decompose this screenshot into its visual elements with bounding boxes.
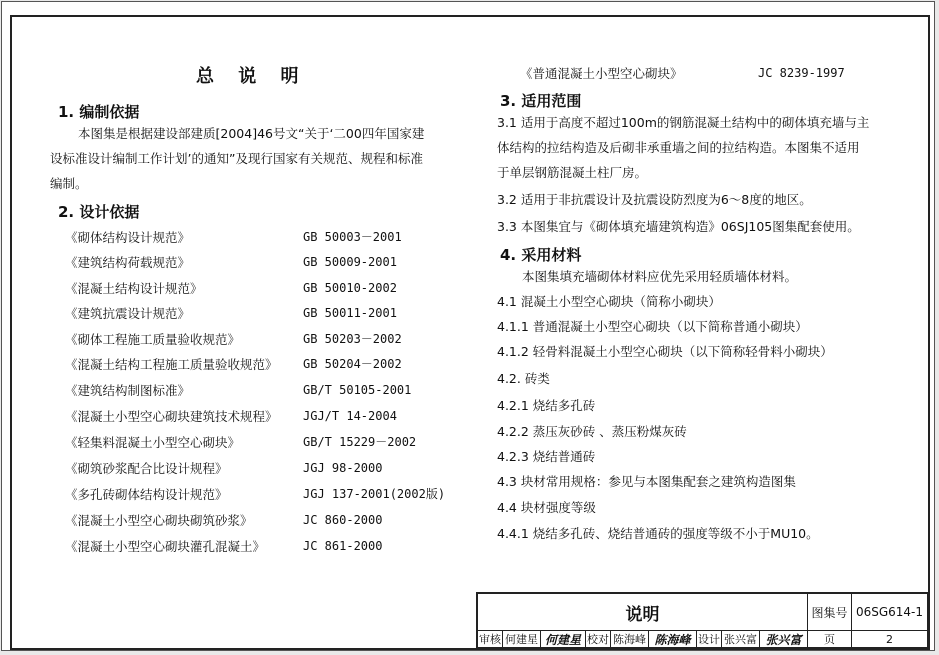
review-label: 审核 (479, 633, 501, 646)
reviewer-signature: 何建星 (541, 631, 586, 648)
reference-code: JGJ 137-2001(2002版) (303, 487, 446, 501)
checker-name: 陈海峰 (611, 631, 649, 648)
section-3-line-5: 3.3 本图集宜与《砌体填充墙建筑构造》06SJ105图集配套使用。 (497, 219, 860, 234)
section-1-line-3: 编制。 (50, 176, 88, 191)
atlas-label: 图集号 (808, 594, 852, 631)
section-1-line-1: 本图集是根据建设部建质[2004]46号文“关于‘二00四年国家建 (78, 126, 425, 141)
reference-code: GB 50011-2001 (303, 306, 397, 320)
reference-name: 《混凝土小型空心砌块建筑技术规程》 (65, 409, 278, 424)
reference-name: 《多孔砖砌体结构设计规范》 (65, 487, 228, 502)
title-block (476, 592, 928, 648)
section-4-line-2: 4.1 混凝土小型空心砌块（简称小砌块） (497, 294, 721, 309)
reference-code: JGJ/T 14-2004 (303, 409, 397, 423)
designer-signature: 张兴富 (760, 631, 808, 648)
checker-signature: 陈海峰 (649, 631, 697, 648)
section-4-heading: 4. 采用材料 (500, 246, 582, 264)
section-3-line-1: 3.1 适用于高度不超过100m的钢筋混凝土结构中的砌体填充墙与主 (497, 115, 870, 130)
reference-item (65, 404, 485, 429)
reference-item (65, 378, 485, 403)
reference-code: GB 50009-2001 (303, 255, 397, 269)
reference-name: 《建筑结构制图标准》 (65, 383, 191, 398)
reference-item (65, 250, 485, 275)
reference-code: GB 50203－2002 (303, 332, 402, 346)
reviewer-name: 何建星 (503, 631, 541, 648)
reference-item (65, 301, 485, 326)
section-3-line-3: 于单层钢筋混凝土柱厂房。 (497, 165, 648, 180)
section-1-heading: 1. 编制依据 (58, 103, 140, 121)
reference-code: GB/T 15229－2002 (303, 435, 417, 449)
reference-item (65, 482, 485, 507)
reference-code: JC 8239-1997 (758, 66, 845, 80)
reference-name: 《混凝土结构工程施工质量验收规范》 (65, 357, 278, 372)
section-4-line-5: 4.2. 砖类 (497, 371, 550, 386)
section-4-line-10: 4.4 块材强度等级 (497, 500, 596, 515)
reference-code: JGJ 98-2000 (303, 461, 383, 475)
reference-item (65, 225, 485, 250)
atlas-number: 06SG614-1 (852, 594, 928, 631)
reference-item (65, 456, 485, 481)
reference-name: 《混凝土结构设计规范》 (65, 281, 203, 296)
section-4-line-7: 4.2.2 蒸压灰砂砖 、蒸压粉煤灰砖 (497, 424, 687, 439)
reference-code: GB 50204－2002 (303, 357, 402, 371)
page-number: 2 (852, 631, 928, 648)
reference-code: GB 50010-2002 (303, 281, 397, 295)
reference-item (65, 352, 485, 377)
reference-name: 《建筑结构荷载规范》 (65, 255, 191, 270)
section-4-line-11: 4.4.1 烧结多孔砖、烧结普通砖的强度等级不小于MU10。 (497, 526, 819, 541)
reference-item (520, 61, 939, 86)
reference-name: 《砌体工程施工质量验收规范》 (65, 332, 241, 347)
reference-item (65, 276, 485, 301)
reference-name: 《建筑抗震设计规范》 (65, 306, 191, 321)
section-1-line-2: 设标准设计编制工作计划’的通知”及现行国家有关规范、规程和标准 (50, 151, 423, 166)
reference-code: GB 50003－2001 (303, 230, 402, 244)
section-3-line-2: 体结构的拉结构造及后砌非承重墙之间的拉结构造。本图集不适用 (497, 140, 860, 155)
reference-item (65, 430, 485, 455)
reference-name: 《砌筑砂浆配合比设计规程》 (65, 461, 228, 476)
drawing-name: 说明 (478, 594, 808, 631)
section-4-line-3: 4.1.1 普通混凝土小型空心砌块（以下简称普通小砌块） (497, 319, 808, 334)
reference-code: GB/T 50105-2001 (303, 383, 412, 397)
reference-item (65, 327, 485, 352)
reference-code: JC 860-2000 (303, 513, 383, 527)
section-4-line-4: 4.1.2 轻骨料混凝土小型空心砌块（以下简称轻骨料小砌块） (497, 344, 833, 359)
section-2-heading: 2. 设计依据 (58, 203, 140, 221)
reference-item (65, 534, 485, 559)
section-4-line-1: 本图集填充墙砌体材料应优先采用轻质墙体材料。 (497, 269, 798, 284)
reference-item (65, 508, 485, 533)
page-title: 总 说 明 (196, 66, 308, 87)
section-4-line-6: 4.2.1 烧结多孔砖 (497, 398, 596, 413)
reference-name: 《混凝土小型空心砌块灌孔混凝土》 (65, 539, 266, 554)
designer-name: 张兴富 (722, 631, 760, 648)
design-label: 设计 (698, 633, 720, 646)
reference-name: 《砌体结构设计规范》 (65, 230, 191, 245)
reference-name: 《混凝土小型空心砌块砌筑砂浆》 (65, 513, 253, 528)
page-label: 页 (808, 631, 852, 648)
section-4-line-8: 4.2.3 烧结普通砖 (497, 449, 596, 464)
section-4-line-9: 4.3 块材常用规格：参见与本图集配套之建筑构造图集 (497, 474, 796, 489)
reference-name: 《轻集料混凝土小型空心砌块》 (65, 435, 241, 450)
check-label: 校对 (587, 633, 609, 646)
reference-name: 《普通混凝土小型空心砌块》 (520, 66, 683, 81)
section-3-heading: 3. 适用范围 (500, 92, 582, 110)
reference-code: JC 861-2000 (303, 539, 383, 553)
section-3-line-4: 3.2 适用于非抗震设计及抗震设防烈度为6～8度的地区。 (497, 192, 812, 207)
